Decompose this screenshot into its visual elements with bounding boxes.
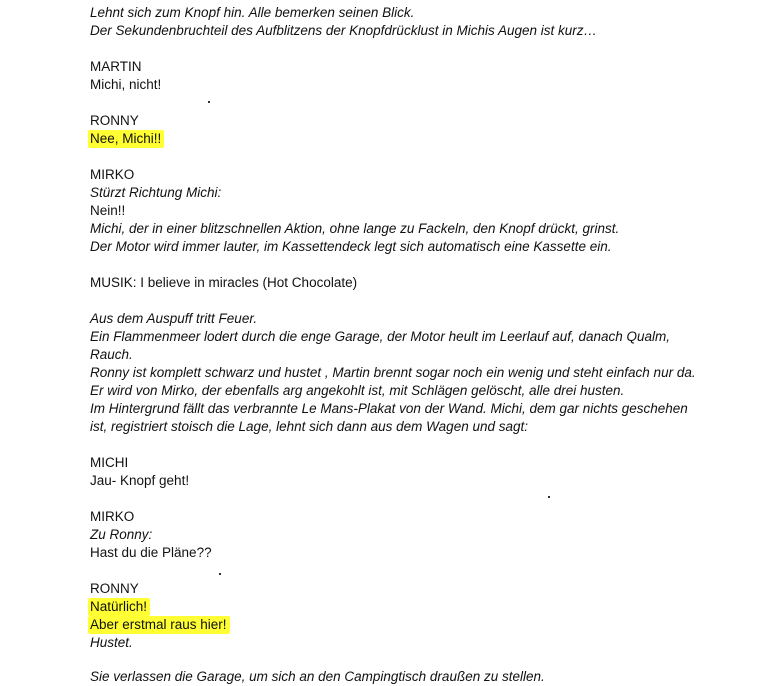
script-line-direction: [90, 526, 152, 544]
script-line-direction: [90, 400, 688, 418]
line-text: Ronny ist komplett schwarz und hustet , Martin brennt sogar noch ein wenig und steht einfach nur da.: [90, 365, 696, 380]
line-text: Der Sekundenbruchteil des Aufblitzens der Knopfdrücklust in Michis Augen ist kurz…: [90, 23, 598, 38]
line-text: Michi, nicht!: [90, 77, 162, 92]
script-line-character: [90, 454, 128, 472]
line-text: Jau- Knopf geht!: [90, 473, 190, 488]
line-text: RONNY: [90, 113, 139, 128]
script-line-direction: [90, 220, 619, 238]
line-text: Hustet.: [90, 635, 133, 650]
highlighted-text: Natürlich!: [88, 598, 150, 616]
script-line-cue: [90, 274, 357, 292]
script-line-direction: [90, 310, 257, 328]
script-line-direction: [90, 22, 597, 40]
line-text: Stürzt Richtung Michi:: [90, 185, 222, 200]
script-line-dialogue: [90, 616, 230, 634]
script-line-direction: [90, 364, 696, 382]
script-line-dialogue: [90, 76, 161, 94]
script-line-dialogue: [90, 130, 164, 148]
line-text: RONNY: [90, 581, 139, 596]
line-text: MUSIK: I believe in miracles (Hot Chocolate): [90, 275, 358, 290]
script-line-direction: [90, 238, 611, 256]
line-text: MICHI: [90, 455, 129, 470]
scan-speck: [219, 573, 221, 575]
scan-speck: [548, 496, 550, 498]
script-line-character: [90, 112, 139, 130]
line-text: Der Motor wird immer lauter, im Kassettendeck legt sich automatisch eine Kassette ein.: [90, 239, 612, 254]
line-text: Aus dem Auspuff tritt Feuer.: [90, 311, 258, 326]
line-text: Nein!!: [90, 203, 126, 218]
script-line-dialogue: [90, 472, 189, 490]
script-line-dialogue: [90, 202, 125, 220]
script-line-direction: [90, 4, 414, 22]
script-line-character: [90, 58, 142, 76]
script-line-character: [90, 580, 139, 598]
line-text: Zu Ronny:: [90, 527, 153, 542]
script-line-dialogue: [90, 598, 150, 616]
line-text: Sie verlassen die Garage, um sich an den Campingtisch draußen zu stellen.: [90, 669, 545, 684]
line-text: Im Hintergrund fällt das verbrannte Le Mans-Plakat von der Wand. Michi, dem gar nichts geschehen: [90, 401, 688, 416]
script-line-character: [90, 508, 134, 526]
script-line-dialogue: [90, 544, 212, 562]
script-line-direction: [90, 634, 133, 652]
scan-speck: [208, 101, 210, 103]
script-line-direction: [90, 184, 221, 202]
line-text: MIRKO: [90, 509, 135, 524]
highlighted-text: Aber erstmal raus hier!: [88, 616, 230, 634]
highlighted-text: Nee, Michi!!: [88, 130, 164, 148]
line-text: Rauch.: [90, 347, 133, 362]
line-text: Lehnt sich zum Knopf hin. Alle bemerken seinen Blick.: [90, 5, 415, 20]
script-line-direction: [90, 418, 528, 436]
script-line-character: [90, 166, 134, 184]
line-text: Ein Flammenmeer lodert durch die enge Garage, der Motor heult im Leerlauf auf, danach Qualm,: [90, 329, 671, 344]
line-text: Michi, der in einer blitzschnellen Aktion, ohne lange zu Fackeln, den Knopf drückt, grinst.: [90, 221, 620, 236]
script-line-direction: [90, 346, 133, 364]
line-text: ist, registriert stoisch die Lage, lehnt sich dann aus dem Wagen und sagt:: [90, 419, 528, 434]
line-text: MIRKO: [90, 167, 135, 182]
line-text: MARTIN: [90, 59, 142, 74]
script-line-direction: [90, 382, 624, 400]
script-line-direction: [90, 668, 545, 686]
line-text: Hast du die Pläne??: [90, 545, 212, 560]
line-text: Er wird von Mirko, der ebenfalls arg angekohlt ist, mit Schlägen gelöscht, alle drei husten.: [90, 383, 625, 398]
script-line-direction: [90, 328, 670, 346]
